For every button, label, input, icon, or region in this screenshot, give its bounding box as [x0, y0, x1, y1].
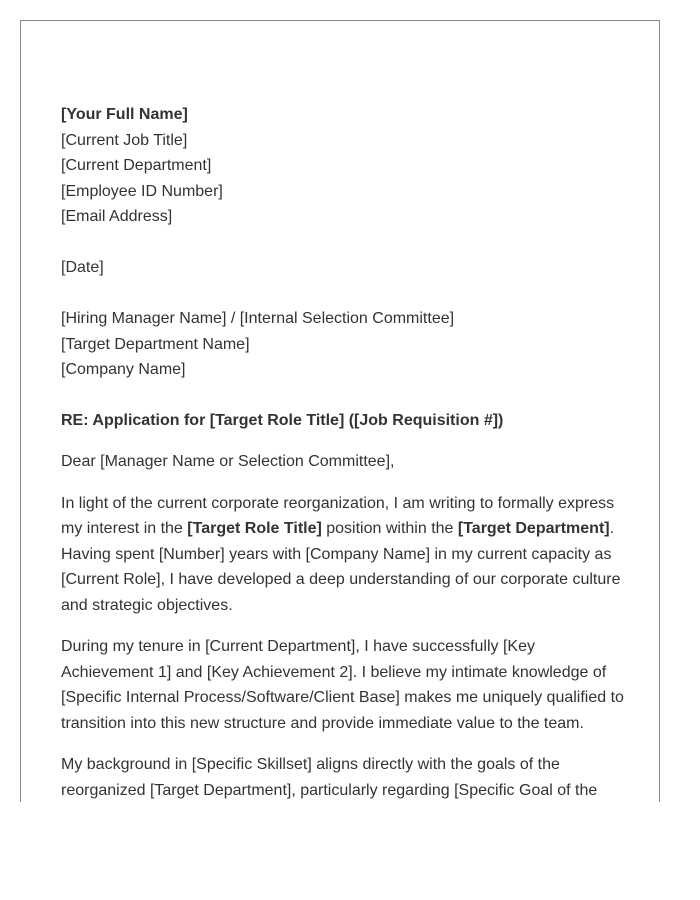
sender-employee-id: [Employee ID Number]: [61, 182, 223, 200]
sender-email: [Email Address]: [61, 208, 173, 225]
sender-job-title: [Current Job Title]: [61, 131, 188, 149]
letter-date: [Date]: [61, 259, 104, 276]
document-page: [20, 20, 660, 802]
recipient-block: [61, 306, 626, 383]
sender-full-name: [Your Full Name]: [61, 106, 188, 123]
target-role-title: [Target Role Title]: [187, 520, 322, 537]
letter-body: [61, 102, 626, 802]
date-block: [61, 255, 626, 281]
target-department: [Target Department]: [457, 520, 610, 537]
paragraph-intro: [61, 491, 626, 619]
sender-block: [61, 102, 626, 230]
paragraph-achievements: During my tenure in [Current Department], I have successfully [Key Achievement 1] and [Key Achievement 2]. I believe my intimate knowledge of [Specific Internal Process/Software/Client Base] makes me uniquely qualified to transition into this new structure and provide immediate value to the team.: [61, 638, 624, 732]
sender-department: [Current Department]: [61, 157, 212, 174]
paragraph-intro-part2: position within the: [321, 520, 458, 537]
recipient-manager: [Hiring Manager Name] / [Internal Selection Committee]: [61, 310, 455, 327]
paragraph-intro-part3: . Having spent [Number] years with [Company Name] in my current capacity as [Current Role], I have developed a deep understanding of our corporate culture and strategic objectives.: [61, 520, 621, 614]
paragraph-intro-part1: In light of the current corporate reorganization, I am writing to formally express my interest in the: [61, 494, 615, 537]
subject-line: RE: Application for [Target Role Title] ([Job Requisition #]): [61, 411, 504, 429]
recipient-company: [Company Name]: [61, 361, 186, 378]
recipient-department: [Target Department Name]: [61, 335, 250, 353]
paragraph-skills: My background in [Specific Skillset] aligns directly with the goals of the reorganized [Target Department], particularly regarding [Specific Goal of the: [61, 756, 598, 799]
salutation: Dear [Manager Name or Selection Committee],: [61, 453, 395, 470]
